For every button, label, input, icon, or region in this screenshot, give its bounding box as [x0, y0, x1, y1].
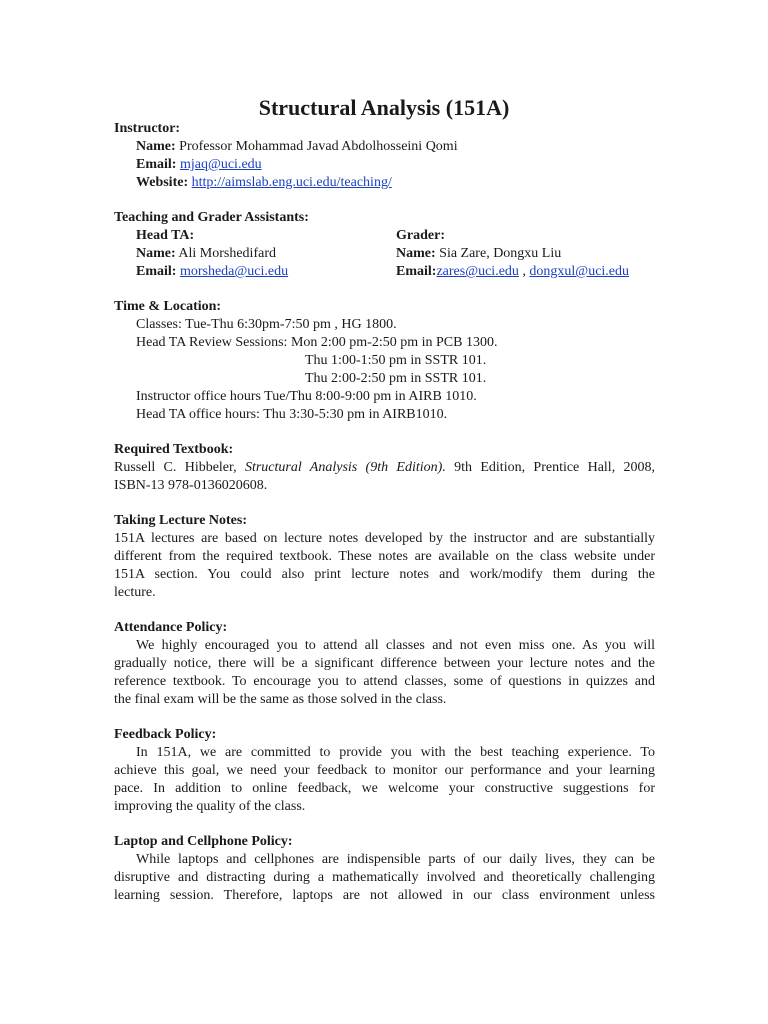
- textbook-title: Structural Analysis (9th Edition).: [244, 460, 446, 475]
- instructor-email-row: [136, 156, 262, 174]
- instructor-office-hours: Instructor office hours Tue/Thu 8:00-9:00 pm in AIRB 1010.: [136, 389, 477, 404]
- lecture-notes-line: 151A lectures are based on lecture notes developed by the instructor and are substantially: [114, 531, 655, 546]
- head-ta-email-label: Email:: [136, 264, 177, 279]
- laptop-policy-line: While laptops and cellphones are indispensible parts of our daily lives, they can be: [136, 852, 655, 867]
- instructor-heading: Instructor:: [114, 121, 181, 136]
- grader-email-link-2[interactable]: dongxul@uci.edu: [529, 264, 630, 279]
- laptop-policy-line: disruptive and distracting during a mathematically involved and theoretically challenging: [114, 870, 655, 885]
- head-ta-heading: Head TA:: [136, 228, 195, 243]
- feedback-line: In 151A, we are committed to provide you with the best teaching experience. To: [136, 745, 655, 760]
- attendance-line: We highly encouraged you to attend all classes and not even miss one. As you will: [136, 638, 655, 653]
- review-session-line-2: Thu 1:00-1:50 pm in SSTR 101.: [305, 353, 487, 368]
- head-ta-name: Ali Morshedifard: [178, 246, 276, 261]
- attendance-line: gradually notice, there will be a significant difference between your lecture notes and the: [114, 656, 655, 671]
- laptop-policy-line: learning session. Therefore, laptops are not allowed in our class environment unless: [114, 888, 655, 903]
- instructor-email-link[interactable]: mjaq@uci.edu: [179, 157, 262, 172]
- page-title: Structural Analysis (151A): [258, 95, 510, 120]
- time-location-heading: Time & Location:: [114, 299, 222, 314]
- lecture-notes-line: different from the required textbook. These notes are available on the class website under: [114, 549, 655, 564]
- lecture-notes-heading: Taking Lecture Notes:: [114, 513, 247, 528]
- grader-email-link-1[interactable]: zares@uci.edu: [436, 264, 519, 279]
- textbook-isbn: ISBN-13 978-0136020608.: [114, 478, 268, 493]
- classes-line: Classes: Tue-Thu 6:30pm-7:50 pm , HG 1800.: [136, 317, 397, 332]
- textbook-details: 9th Edition, Prentice Hall, 2008,: [454, 460, 656, 475]
- feedback-heading: Feedback Policy:: [114, 727, 217, 742]
- review-session-line-1: Head TA Review Sessions: Mon 2:00 pm-2:50 pm in PCB 1300.: [136, 335, 498, 350]
- laptop-policy-heading: Laptop and Cellphone Policy:: [114, 834, 293, 849]
- ta-office-hours: Head TA office hours: Thu 3:30-5:30 pm in AIRB1010.: [136, 407, 448, 422]
- grader-name-row: [396, 245, 561, 263]
- grader-email-label: Email:: [396, 264, 437, 279]
- head-ta-email-link[interactable]: morsheda@uci.edu: [179, 264, 289, 279]
- review-session-line-3: Thu 2:00-2:50 pm in SSTR 101.: [305, 371, 487, 386]
- textbook-heading: Required Textbook:: [114, 442, 234, 457]
- instructor-website-row: [136, 174, 392, 192]
- instructor-name-label: Name:: [136, 139, 176, 154]
- head-ta-name-row: [136, 245, 276, 263]
- attendance-line: reference textbook. To encourage you to attend classes, some of questions in quizzes and: [114, 674, 655, 689]
- lecture-notes-line: lecture.: [114, 585, 156, 600]
- feedback-line: achieve this goal, we need your feedback to monitor our performance and your learning: [114, 763, 655, 778]
- instructor-name-row: [136, 138, 458, 156]
- grader-email-row: [396, 263, 629, 281]
- grader-email-separator: ,: [522, 264, 526, 279]
- grader-heading: Grader:: [396, 228, 445, 243]
- assistants-heading: Teaching and Grader Assistants:: [114, 210, 309, 225]
- feedback-line: improving the quality of the class.: [114, 799, 306, 814]
- instructor-email-label: Email:: [136, 157, 177, 172]
- textbook-author: Russell C. Hibbeler,: [114, 460, 237, 475]
- instructor-website-link[interactable]: http://aimslab.eng.uci.edu/teaching/: [191, 175, 392, 190]
- head-ta-name-label: Name:: [136, 246, 176, 261]
- attendance-heading: Attendance Policy:: [114, 620, 228, 635]
- instructor-name: Professor Mohammad Javad Abdolhosseini Qomi: [179, 139, 458, 154]
- instructor-website-label: Website:: [136, 175, 189, 190]
- textbook-citation: [114, 459, 655, 477]
- head-ta-email-row: [136, 263, 288, 281]
- lecture-notes-line: 151A section. You could also print lecture notes and work/modify them during the: [114, 567, 655, 582]
- grader-name: Sia Zare, Dongxu Liu: [439, 246, 562, 261]
- attendance-line: the final exam will be the same as those solved in the class.: [114, 692, 447, 707]
- feedback-line: pace. In addition to online feedback, we welcome your constructive suggestions for: [114, 781, 655, 796]
- grader-name-label: Name:: [396, 246, 436, 261]
